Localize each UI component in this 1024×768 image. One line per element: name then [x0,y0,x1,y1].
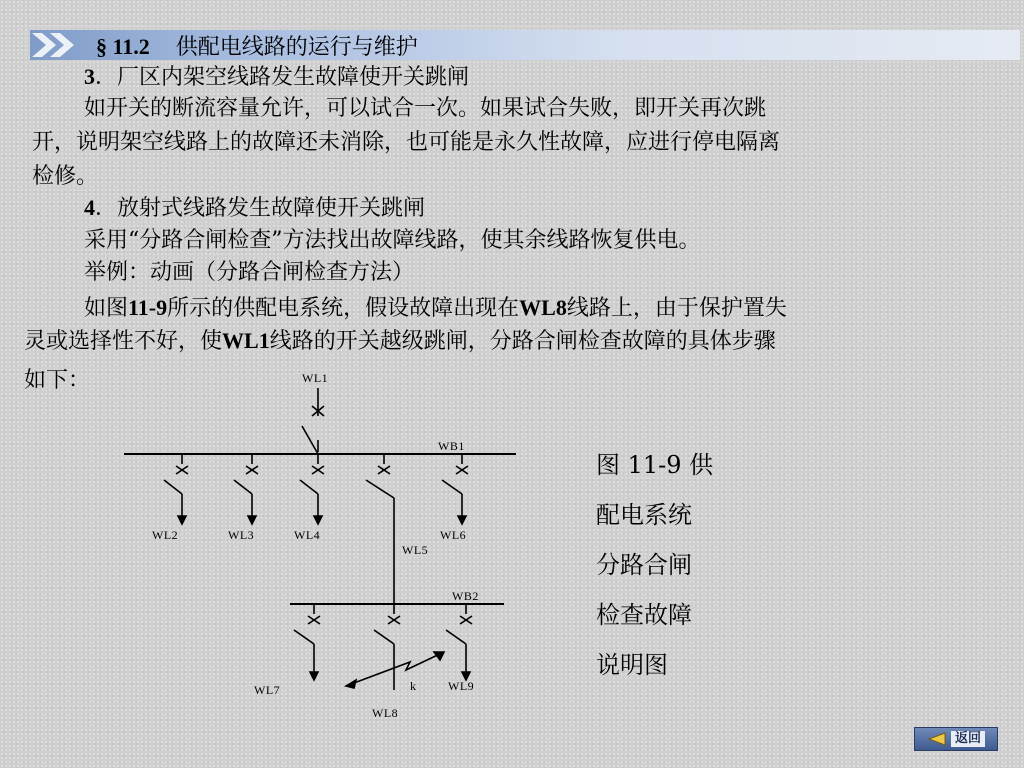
feeder-wl7 [294,604,320,680]
item3-number: 3 [84,64,95,89]
text-run: 线路的开关越级跳闸，分路合闸检查故障的具体步骤 [269,329,776,354]
section-number: § 11.2 [96,34,150,59]
item4-heading [84,193,425,224]
item3-paragraph-line3: 检修。 [32,164,99,189]
label-wl7: WL7 [254,683,281,697]
text-run: 如图 [84,296,129,321]
item3-paragraph-line1: 如开关的断流容量允许，可以试合一次。如果试合失败，即开关再次跳 [84,96,767,121]
label-wb1: WB1 [438,439,465,453]
feeder-wl2 [164,454,188,524]
fault-arrow-icon [346,652,444,688]
power-distribution-diagram [110,368,530,724]
wl1-switch-blade [302,426,318,454]
section-title-text: 供配电线路的运行与维护 [175,35,418,60]
example-paragraph-line1 [84,293,787,324]
label-wl5: WL5 [402,543,429,557]
item3-paragraph-line2: 开，说明架空线路上的故障还未消除，也可能是永久性故障，应进行停电隔离 [32,130,781,155]
figure-ref: 11-9 [128,295,168,320]
item3-title: ．厂区内架空线路发生故障使开关跳闸 [95,65,470,90]
return-button[interactable] [914,727,998,751]
label-wl4: WL4 [294,528,321,542]
text-run: 灵或选择性不好，使 [24,329,223,354]
caption-line: 图 11-9 供 [596,451,714,479]
animation-example-link[interactable]: 举例：动画（分路合闸检查方法） [84,260,415,285]
example-paragraph-line2 [24,326,776,357]
label-wl2: WL2 [152,528,179,542]
feeder-wl6 [442,454,468,524]
return-button-label: 返回 [951,731,985,747]
caption-line: 说明图 [596,651,668,679]
text-run: 所示的供配电系统，假设故障出现在 [167,296,520,321]
caption-line: 分路合闸 [596,551,692,579]
chevron-decoration-icon [32,30,92,60]
label-wl3: WL3 [228,528,255,542]
label-wl8: WL8 [372,706,399,720]
figure-caption [596,440,713,690]
item4-title: ．放射式线路发生故障使开关跳闸 [95,196,426,221]
label-wb2: WB2 [452,589,479,603]
feeder-wl4 [300,454,324,524]
text-run: 线路上，由于保护置失 [566,296,787,321]
caption-line: 检查故障 [596,601,692,629]
feeder-wl3 [234,454,258,524]
line-ref: WL8 [519,295,567,320]
item4-number: 4 [84,195,95,220]
feeder-wl9 [446,604,472,680]
label-wl9: WL9 [448,679,475,693]
item3-heading [84,62,469,93]
section-title [96,32,418,63]
label-wl6: WL6 [440,528,467,542]
feeder-wl8 [374,604,400,690]
left-arrow-icon [927,732,947,746]
example-paragraph-line3: 如下： [24,368,91,393]
label-wl1: WL1 [302,371,329,385]
label-fault-k: k [410,679,417,693]
feeder-wl5 [366,454,394,604]
caption-line: 配电系统 [596,501,692,529]
line-ref: WL1 [222,328,270,353]
item4-paragraph-line1: 采用“分路合闸检查”方法找出故障线路，使其余线路恢复供电。 [84,228,701,253]
